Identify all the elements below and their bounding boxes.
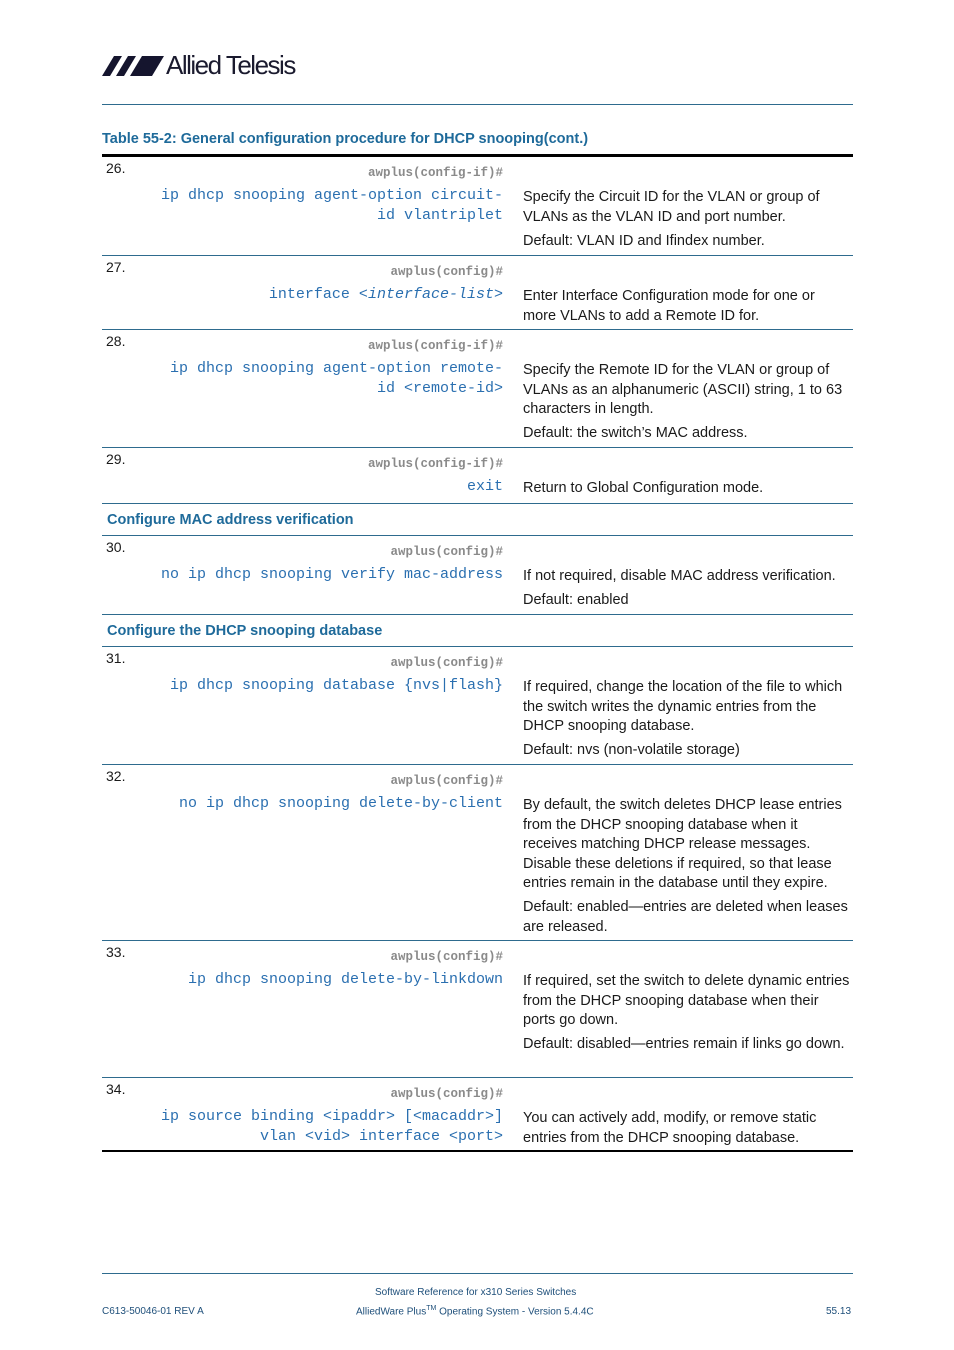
- cli-keyword: ip source binding <ipaddr> [<macaddr>]: [160, 1108, 503, 1125]
- step-description: [523, 1109, 851, 1153]
- cli-prompt: awplus(config)#: [390, 656, 503, 670]
- section-header: [102, 615, 853, 647]
- cli-prompt: awplus(config)#: [390, 1087, 503, 1101]
- cli-command: [467, 477, 503, 497]
- step-row: [102, 256, 853, 330]
- step-number: 29.: [106, 451, 126, 467]
- step-number: 27.: [106, 259, 126, 275]
- cli-command: [269, 285, 503, 305]
- step-row: [102, 647, 853, 765]
- logo-text: Allied Telesis: [166, 50, 295, 80]
- step-row: [102, 448, 853, 504]
- cli-keyword: ip dhcp snooping delete-by-linkdown: [187, 971, 503, 988]
- cli-keyword: >: [493, 286, 503, 303]
- section-title: Configure MAC address verification: [107, 512, 354, 528]
- cli-command: [179, 794, 503, 814]
- default-text: Default: enabled: [523, 592, 629, 608]
- cli-keyword: ip dhcp snooping agent-option remote-: [169, 360, 503, 377]
- cli-command-line: [161, 186, 503, 206]
- section-title: Configure the DHCP snooping database: [107, 623, 383, 639]
- step-description: [523, 796, 851, 942]
- default-text: Default: VLAN ID and Ifindex number.: [523, 232, 765, 249]
- cli-command: [170, 676, 503, 696]
- cli-command-line: [161, 1127, 503, 1147]
- cli-prompt: awplus(config-if)#: [367, 339, 503, 353]
- step-number: 33.: [106, 944, 126, 960]
- cli-keyword: ip dhcp snooping agent-option circuit-: [160, 187, 503, 204]
- default-text: Default: nvs (non-volatile storage): [523, 742, 740, 758]
- cli-command-line: [161, 1107, 503, 1127]
- step-number: 34.: [106, 1081, 126, 1097]
- footer-os-name: AlliedWare Plus: [356, 1306, 427, 1318]
- step-row: [102, 536, 853, 615]
- cli-prompt: awplus(config)#: [390, 545, 503, 559]
- step-description: [523, 567, 851, 615]
- allied-telesis-logo-icon: [102, 54, 164, 76]
- footer-doc-id: C613-50046-01 REV A: [102, 1306, 204, 1317]
- cli-parameter: interface-list: [367, 286, 494, 303]
- description-text: By default, the switch deletes DHCP lease entries from the DHCP snooping database when it receives matching DHCP release messages. Disable these deletions if required, so that lease entries remain in the database until they expire.: [523, 797, 842, 891]
- description-text: Specify the Circuit ID for the VLAN or group of VLANs as the VLAN ID and port number.: [523, 189, 820, 225]
- cli-command: [161, 186, 503, 225]
- step-row: [102, 330, 853, 448]
- cli-command-line: [161, 565, 503, 585]
- default-text: Default: disabled—entries remain if links go down.: [523, 1036, 845, 1052]
- cli-prompt: awplus(config-if)#: [367, 457, 503, 471]
- cli-command-line: [170, 676, 503, 696]
- step-description: [523, 479, 851, 503]
- default-text: Default: enabled—entries are deleted when leases are released.: [523, 899, 848, 935]
- step-description: [523, 972, 851, 1059]
- step-description: [523, 188, 851, 256]
- step-description: [523, 361, 851, 448]
- cli-command: [161, 565, 503, 585]
- cli-keyword: vlan <vid> interface <port>: [259, 1127, 503, 1145]
- cli-prompt: awplus(config)#: [390, 265, 503, 279]
- description-text: If required, change the location of the file to which the switch writes the dynamic entries from the DHCP snooping database.: [523, 679, 843, 734]
- cli-command-line: [269, 285, 503, 305]
- cli-keyword: id vlantriplet: [376, 206, 503, 224]
- cli-keyword: id <remote-id>: [376, 379, 503, 397]
- footer-tm: TM: [426, 1305, 437, 1312]
- step-number: 32.: [106, 768, 126, 784]
- default-text: Default: the switch’s MAC address.: [523, 425, 748, 441]
- cli-command-line: [467, 477, 503, 497]
- cli-command: [161, 1107, 503, 1146]
- description-text: If not required, disable MAC address verification.: [523, 568, 836, 584]
- description-text: Return to Global Configuration mode.: [523, 480, 764, 496]
- step-number: 28.: [106, 333, 126, 349]
- cli-keyword: interface <: [268, 286, 368, 303]
- cli-keyword: ip dhcp snooping database {nvs|flash}: [169, 677, 503, 694]
- step-number: 26.: [106, 160, 126, 176]
- step-row: [102, 1078, 853, 1150]
- section-header: [102, 504, 853, 536]
- description-text: You can actively add, modify, or remove static entries from the DHCP snooping database.: [523, 1110, 817, 1146]
- description-text: Specify the Remote ID for the VLAN or group of VLANs as an alphanumeric (ASCII) string, 1 to 63 characters in length.: [523, 362, 843, 417]
- config-table: [102, 154, 853, 1152]
- footer-rule: [102, 1273, 853, 1274]
- cli-command-line: [170, 379, 503, 399]
- header-rule: [102, 104, 853, 105]
- cli-command: [170, 359, 503, 398]
- step-row: [102, 765, 853, 941]
- table-title: Table 55-2: General configuration procedure for DHCP snooping(cont.): [102, 131, 589, 147]
- cli-prompt: awplus(config)#: [390, 774, 503, 788]
- footer-os-suffix: Operating System - Version 5.4.4C: [436, 1306, 594, 1318]
- footer-os-version: [356, 1305, 594, 1317]
- description-text: Enter Interface Configuration mode for one or more VLANs to add a Remote ID for.: [523, 288, 815, 324]
- cli-command-line: [161, 206, 503, 226]
- description-text: If required, set the switch to delete dynamic entries from the DHCP snooping database when their ports go down.: [523, 973, 850, 1028]
- cli-keyword: no ip dhcp snooping verify mac-address: [160, 566, 503, 583]
- step-row: [102, 941, 853, 1078]
- footer-doc-title: Software Reference for x310 Series Switches: [375, 1287, 577, 1298]
- step-number: 30.: [106, 539, 126, 555]
- cli-prompt: awplus(config-if)#: [367, 166, 503, 180]
- cli-command-line: [179, 794, 503, 814]
- step-number: 31.: [106, 650, 126, 666]
- step-description: [523, 287, 851, 331]
- step-description: [523, 678, 851, 765]
- footer-page-number: 55.13: [826, 1306, 852, 1317]
- cli-keyword: no ip dhcp snooping delete-by-client: [178, 795, 503, 812]
- cli-keyword: exit: [466, 478, 503, 495]
- step-row: [102, 157, 853, 256]
- cli-command-line: [188, 970, 503, 990]
- cli-command: [188, 970, 503, 990]
- cli-command-line: [170, 359, 503, 379]
- cli-prompt: awplus(config)#: [390, 950, 503, 964]
